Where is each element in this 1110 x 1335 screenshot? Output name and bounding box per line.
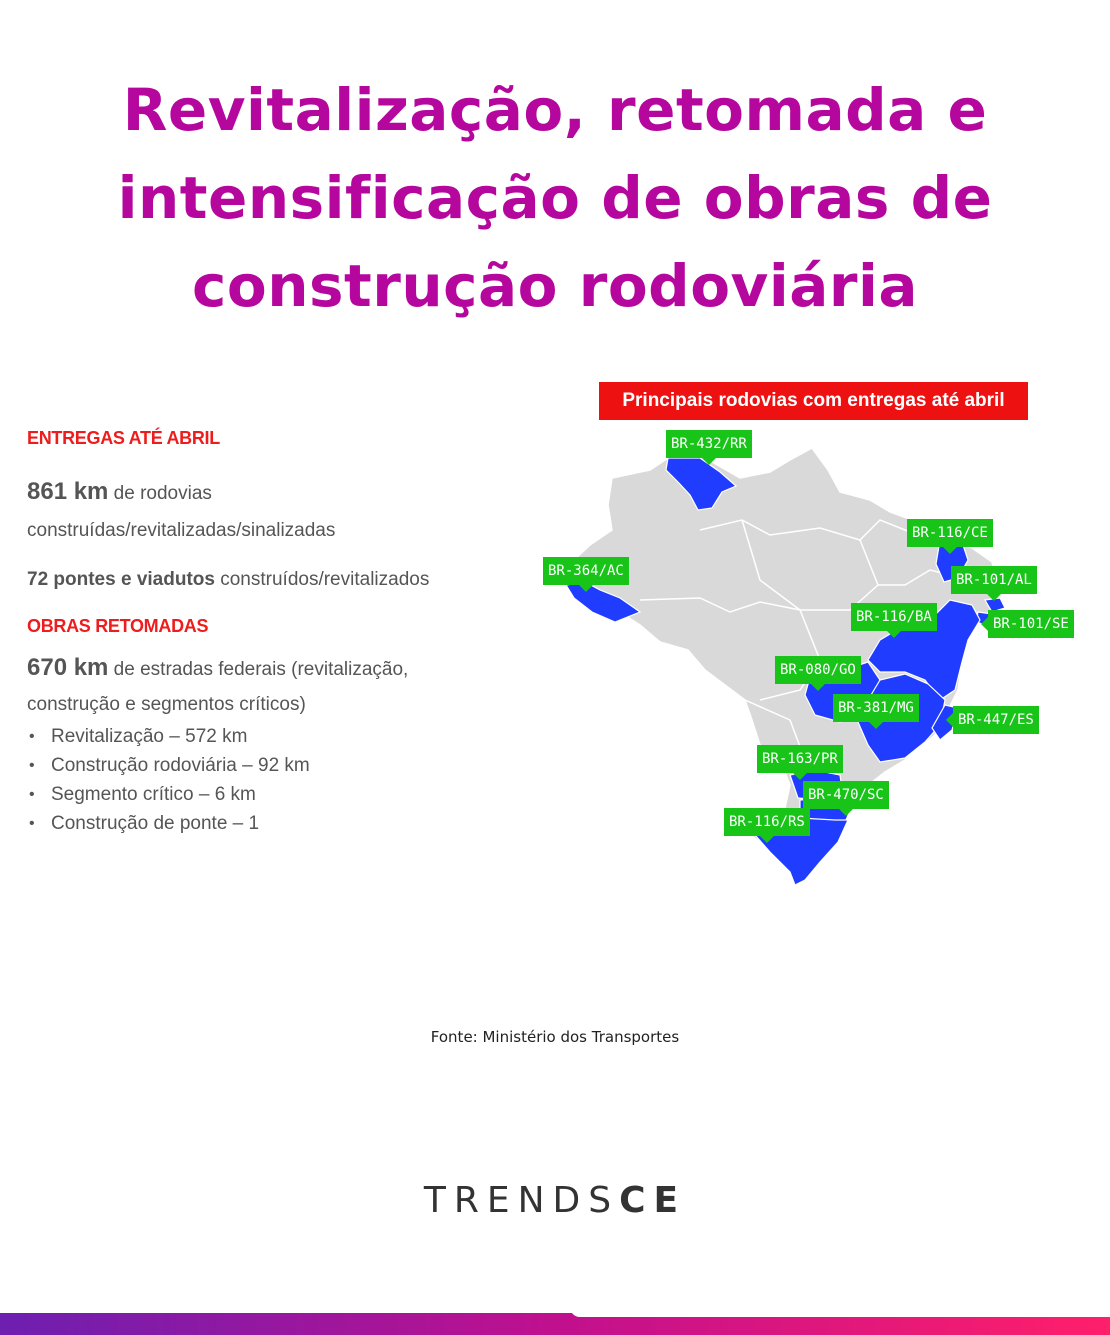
logo-part2: CE [619, 1180, 687, 1221]
logo-part1: TRENDS [423, 1180, 620, 1221]
tag-br-470-sc: BR-470/SC [803, 781, 889, 809]
bullet-item: • Construção rodoviária – 92 km [27, 751, 310, 780]
entregas-heading: ENTREGAS ATÉ ABRIL [27, 428, 220, 448]
tag-br-447-es: BR-447/ES [953, 706, 1039, 734]
tag-br-101-se: BR-101/SE [988, 610, 1074, 638]
trendsce-logo [0, 1180, 1110, 1221]
entregas-km-suffix: de rodovias [108, 483, 212, 504]
retomadas-km-suffix: de estradas federais (revitalização, [108, 659, 409, 680]
tag-br-381-mg: BR-381/MG [833, 694, 919, 722]
map-title: Principais rodovias com entregas até abril [599, 382, 1028, 420]
tag-br-116-ce: BR-116/CE [907, 519, 993, 547]
source-note: Fonte: Ministério dos Transportes [430, 1028, 680, 1046]
tag-br-116-ba: BR-116/BA [851, 603, 937, 631]
tag-br-364-ac: BR-364/AC [543, 557, 629, 585]
bullet-item: • Construção de ponte – 1 [27, 809, 310, 838]
title-line-1: Revitalização, retomada e [122, 76, 988, 144]
entregas-km-line2: construídas/revitalizadas/sinalizadas [27, 520, 336, 541]
retomadas-km-value: 670 km [27, 654, 109, 681]
entregas-pontes-strong: 72 pontes e viadutos [27, 569, 215, 590]
tag-br-163-pr: BR-163/PR [757, 745, 843, 773]
tag-br-116-rs: BR-116/RS [724, 808, 810, 836]
bullet-item: • Segmento crítico – 6 km [27, 780, 310, 809]
tag-br-432-rr: BR-432/RR [666, 430, 752, 458]
tag-br-101-al: BR-101/AL [951, 566, 1037, 594]
bottom-gradient-bar [0, 1313, 1110, 1335]
title-line-3: construção rodoviária [192, 252, 918, 320]
entregas-km-value: 861 km [27, 478, 109, 505]
title-line-2: intensificação de obras de [117, 164, 993, 232]
entregas-pontes-rest: construídos/revitalizados [214, 569, 430, 590]
retomadas-heading: OBRAS RETOMADAS [27, 616, 209, 636]
bullet-item: • Revitalização – 572 km [27, 722, 310, 751]
retomadas-km-line2: construção e segmentos críticos) [27, 694, 306, 715]
tag-br-080-go: BR-080/GO [775, 656, 861, 684]
